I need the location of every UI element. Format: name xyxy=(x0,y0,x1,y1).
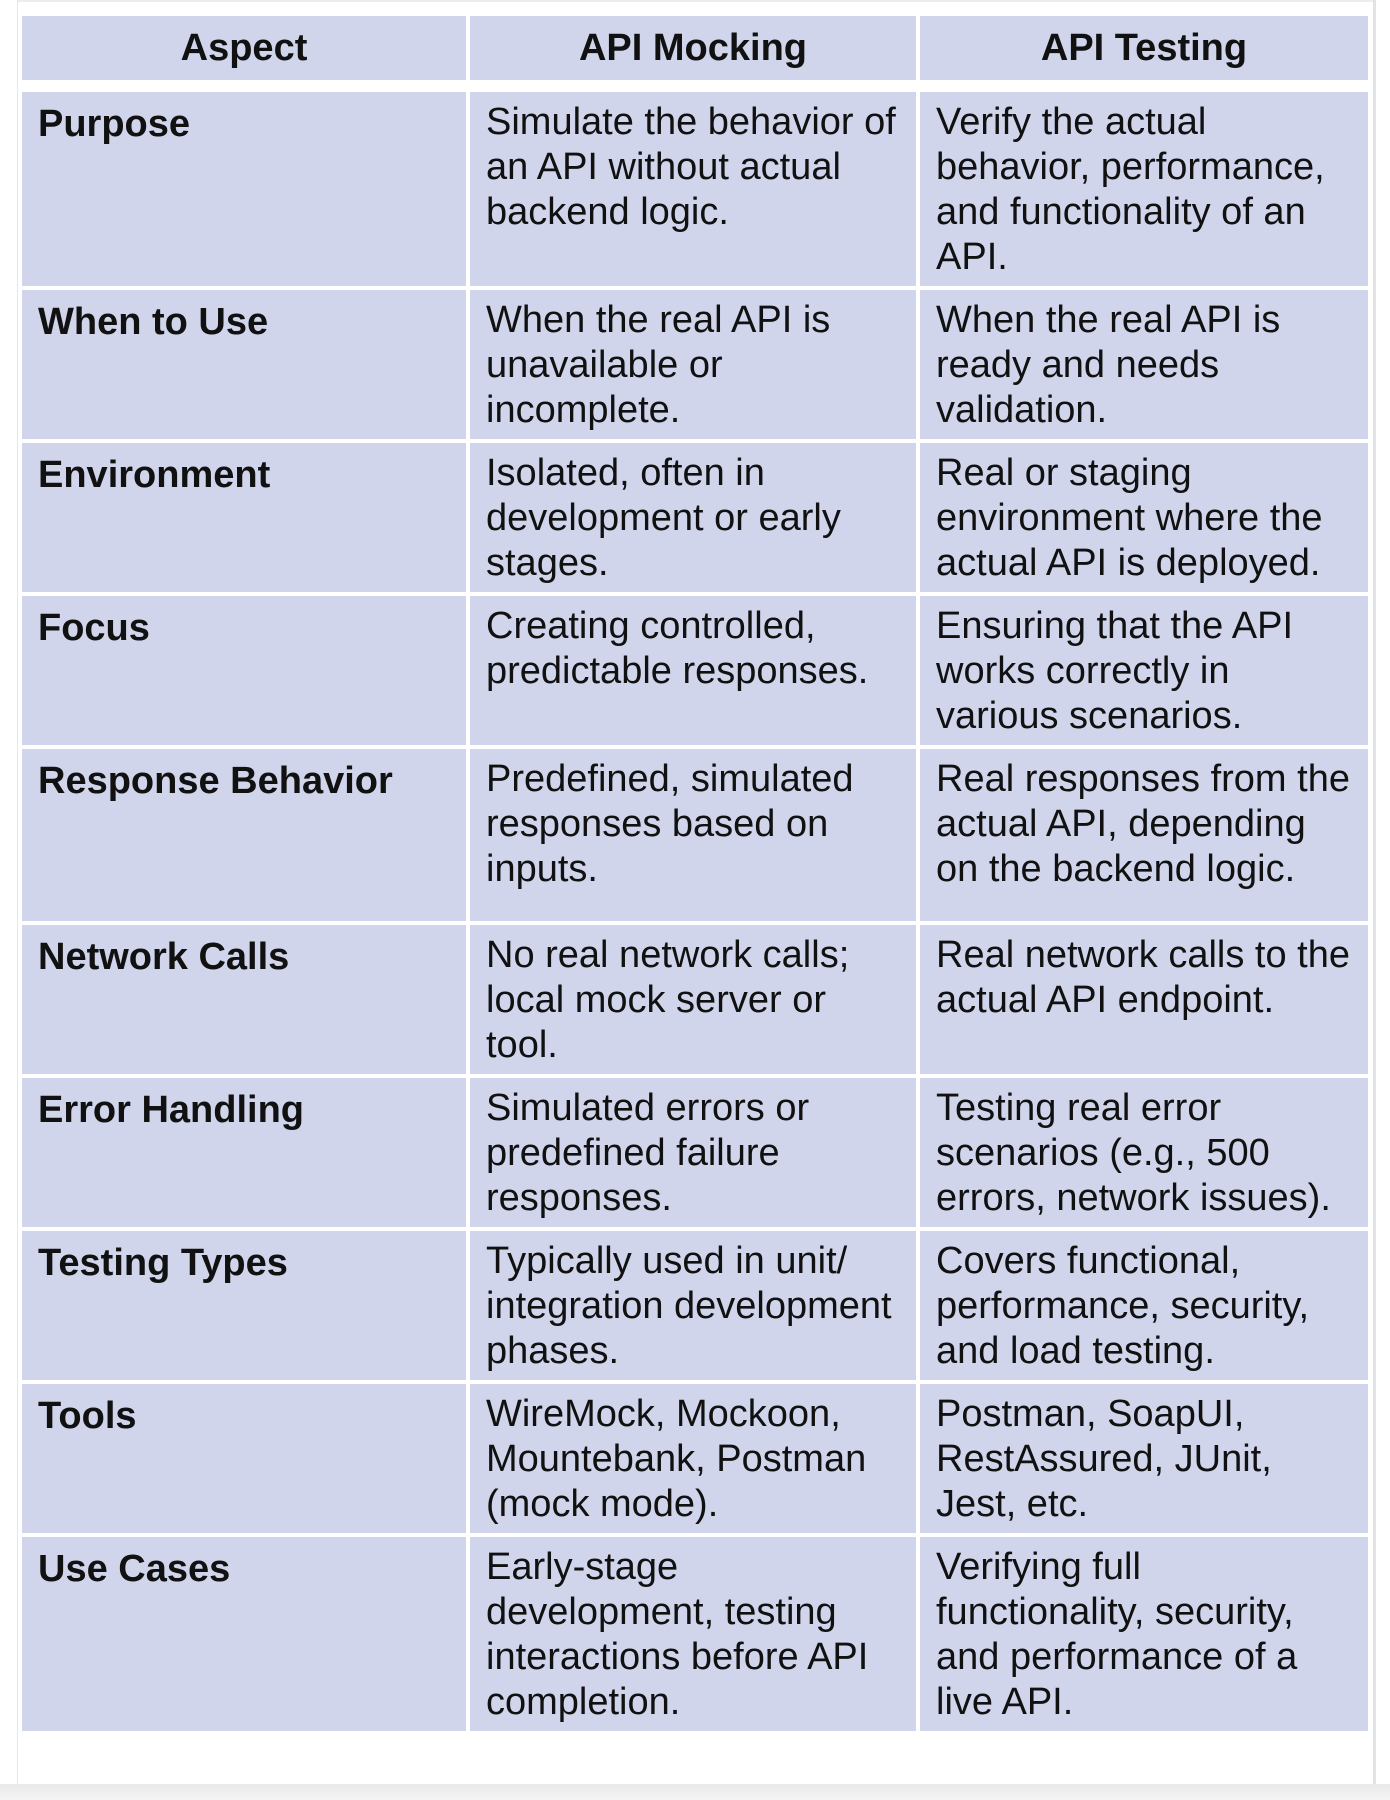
testing-cell: When the real API is ready and needs validation. xyxy=(920,290,1368,439)
aspect-cell: Response Behavior xyxy=(22,749,466,921)
testing-cell: Verify the actual behavior, performance, and functionality of an API. xyxy=(920,92,1368,286)
testing-cell: Postman, SoapUI, RestAssured, JUnit, Jest, etc. xyxy=(920,1384,1368,1533)
mocking-cell: WireMock, Mockoon, Mountebank, Postman (mock mode). xyxy=(470,1384,916,1533)
testing-cell: Ensuring that the API works correctly in various scenarios. xyxy=(920,596,1368,745)
top-rule xyxy=(18,0,1373,2)
aspect-cell: Network Calls xyxy=(22,925,466,1074)
testing-cell: Real responses from the actual API, depending on the backend logic. xyxy=(920,749,1368,921)
aspect-cell: Environment xyxy=(22,443,466,592)
aspect-cell: Focus xyxy=(22,596,466,745)
aspect-cell: When to Use xyxy=(22,290,466,439)
table-row xyxy=(22,925,1368,1074)
header-row xyxy=(22,16,1368,88)
table-row xyxy=(22,1078,1368,1227)
testing-cell: Covers functional, performance, security, and load testing. xyxy=(920,1231,1368,1380)
mocking-cell: When the real API is unavailable or incomplete. xyxy=(470,290,916,439)
bottom-bar xyxy=(0,1784,1390,1800)
mocking-cell: Predefined, simulated responses based on inputs. xyxy=(470,749,916,921)
mocking-cell: Creating controlled, predictable responses. xyxy=(470,596,916,745)
mocking-cell: No real network calls; local mock server or tool. xyxy=(470,925,916,1074)
table-row xyxy=(22,1537,1368,1731)
table-row xyxy=(22,1231,1368,1380)
aspect-cell: Purpose xyxy=(22,92,466,286)
testing-cell: Testing real error scenarios (e.g., 500 errors, network issues). xyxy=(920,1078,1368,1227)
table-row xyxy=(22,92,1368,286)
table-row xyxy=(22,596,1368,745)
header-aspect: Aspect xyxy=(22,16,466,88)
table-row xyxy=(22,290,1368,439)
aspect-cell: Testing Types xyxy=(22,1231,466,1380)
mocking-cell: Simulated errors or predefined failure responses. xyxy=(470,1078,916,1227)
table-row xyxy=(22,443,1368,592)
comparison-table xyxy=(18,12,1372,1735)
mocking-cell: Simulate the behavior of an API without actual backend logic. xyxy=(470,92,916,286)
aspect-cell: Tools xyxy=(22,1384,466,1533)
testing-cell: Real or staging environment where the actual API is deployed. xyxy=(920,443,1368,592)
aspect-cell: Error Handling xyxy=(22,1078,466,1227)
mocking-cell: Typically used in unit/ integration development phases. xyxy=(470,1231,916,1380)
mocking-cell: Isolated, often in development or early stages. xyxy=(470,443,916,592)
mocking-cell: Early-stage development, testing interactions before API completion. xyxy=(470,1537,916,1731)
aspect-cell: Use Cases xyxy=(22,1537,466,1731)
table-row xyxy=(22,1384,1368,1533)
right-rule xyxy=(1373,0,1376,1800)
table-row xyxy=(22,749,1368,921)
header-api-mocking: API Mocking xyxy=(470,16,916,88)
testing-cell: Real network calls to the actual API endpoint. xyxy=(920,925,1368,1074)
header-api-testing: API Testing xyxy=(920,16,1368,88)
testing-cell: Verifying full functionality, security, and performance of a live API. xyxy=(920,1537,1368,1731)
